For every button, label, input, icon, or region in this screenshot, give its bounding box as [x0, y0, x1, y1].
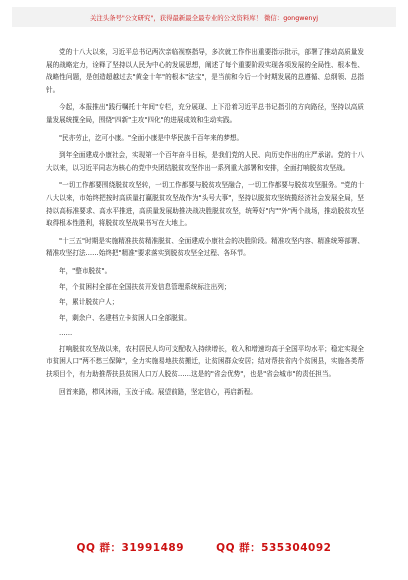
paragraph: …… — [59, 329, 73, 338]
promo-banner-text: 关注头条号"公文研究"，获得最新最全最专业的公文资料库！ 微信：gongwenyj — [89, 13, 319, 22]
paragraph: 今起，本报推出"践行嘱托十年间"专栏，充分展现、上下沿着习近平总书记指引的方向路径，坚持以高质量发展统揽全局，围绕"四新"主攻"四化"的进展成效和生动实践。 — [46, 103, 364, 124]
paragraph: 年，剩余户、名建档立卡贫困人口全部脱贫。 — [59, 313, 191, 322]
article-body — [46, 46, 364, 403]
paragraph: 年，个贫困村全部在全国扶贫开发信息管理系统标注出列； — [59, 282, 231, 291]
paragraph: 到年全面建成小康社会，实现第一个百年奋斗目标，是我们党的人民、向历史作出的庄严承诺。党的十八大以来，以习近平同志为核心的党中央团结脱贫攻坚作出一系列重大部署和安排，全面打响脱贫攻坚战。 — [46, 151, 364, 172]
paragraph: "十三五"时期是实施精准扶贫精准脱贫、全面建成小康社会的决胜阶段。精准攻坚内容、精准统筹部署、精准攻坚打法……始终把"精准"要求落实到脱贫攻坚全过程、各环节。 — [46, 236, 364, 258]
paragraph: 打响脱贫攻坚战以来，农村居民人均可支配收入持续增长，收入和增速均高于全国平均水平；稳定实现全市贫困人口"两不愁三保障"，全力实施易地扶贫搬迁，让贫困群众安居；结对帮扶省内个贫困县，实施各类帮扶项目个，有力助推帮扶县贫困人口万人脱贫……这是的"省会优势"，也是"省会城市"的责任担当。 — [46, 344, 364, 379]
qq-group-2: QQ 群：535304092 — [216, 542, 332, 554]
paragraph: "一切工作都要围绕脱贫攻坚转，一切工作都要与脱贫攻坚融合，一切工作都要与脱贫攻坚服务。"党的十八大以来，市始终把按时高质量打赢脱贫攻坚战作为"头号大事"，坚持以脱贫攻坚统揽经济社会发展全局，坚持以高标准要求、高水平推进，高质量发展助推决战决胜脱贫攻坚，统筹好"内""外"两个战场，推动脱贫攻坚取得根本性胜利，将脱贫攻坚战果书写在大地上。 — [46, 181, 364, 228]
paragraph: 年，"整市脱贫"。 — [59, 266, 112, 275]
paragraph: 回首来路，栉风沐雨，玉汝于成。展望前路，坚定信心，再启新程。 — [59, 387, 257, 396]
qq-group-1: QQ 群：31991489 — [76, 542, 185, 554]
footer-contact — [0, 540, 408, 555]
paragraph: 年，累计脱贫户人； — [59, 298, 119, 307]
paragraph: "民亦劳止，汔可小康。"全面小康是中华民族千百年来的梦想。 — [59, 133, 244, 142]
promo-banner — [12, 7, 396, 27]
paragraph: 党的十八大以来，习近平总书记两次亲临视察指导，多次就工作作出重要指示批示，部署了推动高质量发展的战略定力，诠释了坚持以人民为中心的发展思想，阐述了每个重要阶段实现各项发展的全局性、根本性、战略性问题，是创造超越过去"黄金十年"的根本"法宝"，是当前和今后一个时期发展的总遵循、总纲领、总指针。 — [46, 48, 364, 94]
